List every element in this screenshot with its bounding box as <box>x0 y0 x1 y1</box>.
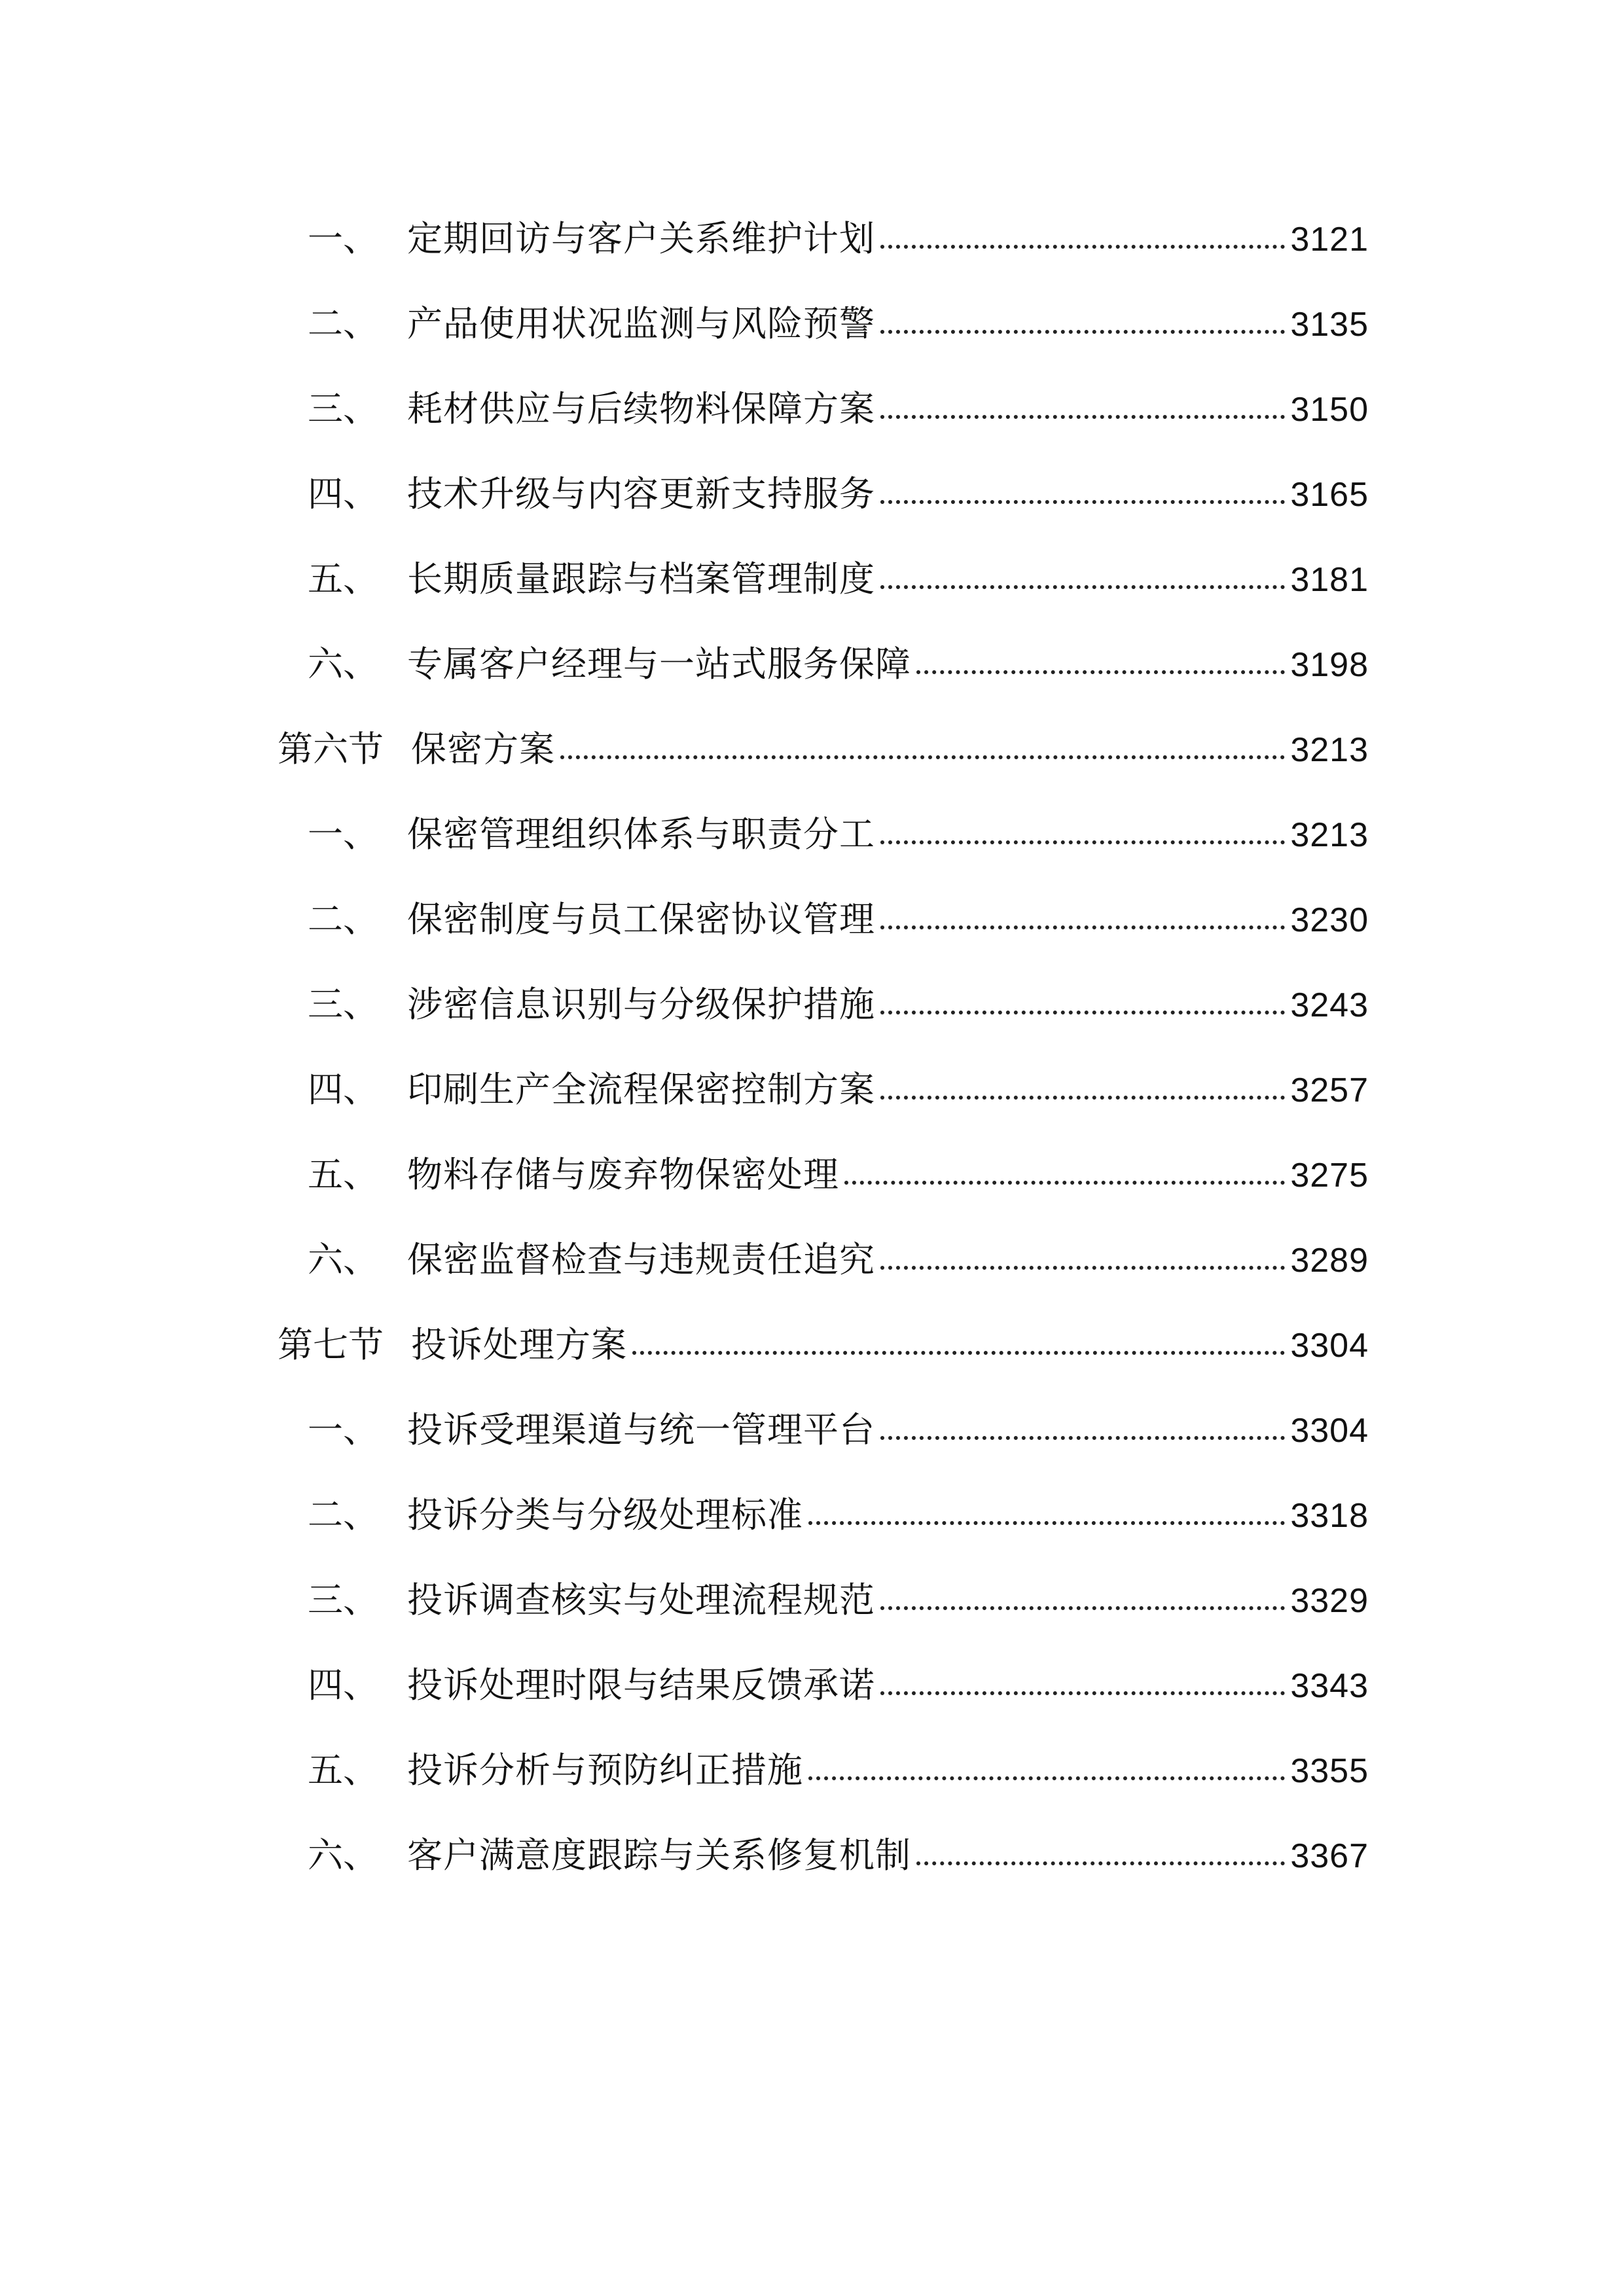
toc-entry-page: 3165 <box>1290 476 1369 514</box>
toc-entry-page: 3230 <box>1290 901 1369 939</box>
toc-entry-title: 客户满意度跟踪与关系修复机制 <box>407 1835 911 1876</box>
toc-entry[interactable] <box>0 628 1624 700</box>
dot-leader <box>916 670 1285 674</box>
dot-leader <box>916 1861 1285 1865</box>
toc-entry-page: 3150 <box>1290 391 1369 429</box>
toc-section-title: 保密方案 <box>411 728 555 770</box>
toc-entry-title: 印刷生产全流程保密控制方案 <box>407 1069 875 1110</box>
dot-leader <box>808 1521 1285 1525</box>
toc-entry-title: 长期质量跟踪与档案管理制度 <box>407 558 875 600</box>
toc-entry-page: 3121 <box>1290 221 1369 259</box>
toc-entry[interactable] <box>0 1054 1624 1126</box>
toc-entry-marker: 四、 <box>308 1069 378 1110</box>
dot-leader <box>632 1351 1285 1355</box>
toc-section-entry[interactable] <box>0 713 1624 785</box>
toc-entry[interactable] <box>0 1820 1624 1892</box>
toc-section-title: 投诉处理方案 <box>411 1324 627 1365</box>
toc-entry-page: 3275 <box>1290 1157 1369 1194</box>
dot-leader <box>880 1436 1285 1440</box>
toc-entry[interactable] <box>0 969 1624 1041</box>
dot-leader <box>880 500 1285 504</box>
toc-entry[interactable] <box>0 543 1624 615</box>
toc-entry-title: 涉密信息识别与分级保护措施 <box>407 984 875 1025</box>
toc-entry-page: 3243 <box>1290 986 1369 1024</box>
toc-entry-page: 3318 <box>1290 1497 1369 1535</box>
toc-entry-marker: 四、 <box>308 473 378 514</box>
toc-entry-title: 耗材供应与后续物料保障方案 <box>407 388 875 429</box>
toc-entry-title: 投诉调查核实与处理流程规范 <box>407 1579 875 1621</box>
toc-entry-page: 3198 <box>1290 646 1369 684</box>
toc-entry[interactable] <box>0 288 1624 360</box>
toc-entry[interactable] <box>0 373 1624 445</box>
toc-entry-page: 3257 <box>1290 1071 1369 1109</box>
toc-entry-page: 3289 <box>1290 1242 1369 1280</box>
toc-entry-title: 产品使用状况监测与风险预警 <box>407 303 875 344</box>
dot-leader <box>808 1776 1285 1780</box>
toc-entry-marker: 一、 <box>308 218 378 259</box>
toc-entry-marker: 二、 <box>308 303 378 344</box>
toc-entry-title: 保密制度与员工保密协议管理 <box>407 899 875 940</box>
toc-entry-marker: 五、 <box>308 558 378 600</box>
toc-entry[interactable] <box>0 1734 1624 1806</box>
toc-entry[interactable] <box>0 1649 1624 1721</box>
dot-leader <box>880 1096 1285 1100</box>
toc-entry-page: 3181 <box>1290 561 1369 599</box>
dot-leader <box>560 755 1285 759</box>
toc-entry-title: 技术升级与内容更新支持服务 <box>407 473 875 514</box>
dot-leader <box>880 1011 1285 1014</box>
toc-entry-marker: 五、 <box>308 1749 378 1791</box>
toc-entry-marker: 三、 <box>308 1579 378 1621</box>
toc-entry-title: 定期回访与客户关系维护计划 <box>407 218 875 259</box>
toc-entry-title: 投诉处理时限与结果反馈承诺 <box>407 1664 875 1706</box>
toc-entry-page: 3367 <box>1290 1837 1369 1875</box>
toc-entry-title: 物料存储与废弃物保密处理 <box>407 1154 839 1195</box>
toc-section-page: 3304 <box>1290 1327 1369 1365</box>
toc-entry[interactable] <box>0 1224 1624 1296</box>
toc-entry[interactable] <box>0 884 1624 956</box>
toc-entry-page: 3343 <box>1290 1667 1369 1705</box>
toc-entry-title: 投诉分析与预防纠正措施 <box>407 1749 803 1791</box>
dot-leader <box>844 1181 1285 1185</box>
toc-entry[interactable] <box>0 1479 1624 1551</box>
toc-entry-page: 3329 <box>1290 1582 1369 1620</box>
toc-entry-marker: 三、 <box>308 388 378 429</box>
toc-entry-title: 保密监督检查与违规责任追究 <box>407 1239 875 1280</box>
dot-leader <box>880 1266 1285 1270</box>
toc-entry[interactable] <box>0 1564 1624 1636</box>
dot-leader <box>880 925 1285 929</box>
toc-section-marker: 第七节 <box>278 1324 384 1365</box>
dot-leader <box>880 585 1285 589</box>
toc-section-page: 3213 <box>1290 731 1369 769</box>
toc-entry-title: 保密管理组织体系与职责分工 <box>407 814 875 855</box>
toc-entry-marker: 三、 <box>308 984 378 1025</box>
toc-entry[interactable] <box>0 458 1624 530</box>
toc-entry-title: 专属客户经理与一站式服务保障 <box>407 643 911 685</box>
toc-entry[interactable] <box>0 203 1624 275</box>
toc-entry-page: 3135 <box>1290 306 1369 344</box>
dot-leader <box>880 840 1285 844</box>
toc-entry[interactable] <box>0 1394 1624 1466</box>
dot-leader <box>880 1606 1285 1610</box>
toc-entry-page: 3213 <box>1290 816 1369 854</box>
toc-entry-title: 投诉分类与分级处理标准 <box>407 1494 803 1535</box>
toc-entry-marker: 六、 <box>308 1239 378 1280</box>
toc-entry-marker: 一、 <box>308 814 378 855</box>
toc-entry-marker: 五、 <box>308 1154 378 1195</box>
dot-leader <box>880 1691 1285 1695</box>
toc-entry-title: 投诉受理渠道与统一管理平台 <box>407 1409 875 1450</box>
toc-entry-marker: 二、 <box>308 1494 378 1535</box>
toc-entry-page: 3355 <box>1290 1752 1369 1790</box>
toc-entry-page: 3304 <box>1290 1412 1369 1450</box>
toc-section-entry[interactable] <box>0 1309 1624 1381</box>
toc-section-marker: 第六节 <box>278 728 384 770</box>
toc-entry[interactable] <box>0 798 1624 870</box>
dot-leader <box>880 245 1285 249</box>
dot-leader <box>880 415 1285 419</box>
toc-entry-marker: 二、 <box>308 899 378 940</box>
dot-leader <box>880 330 1285 334</box>
toc-entry-marker: 一、 <box>308 1409 378 1450</box>
toc-entry-marker: 六、 <box>308 643 378 685</box>
toc-entry-marker: 六、 <box>308 1835 378 1876</box>
toc-entry[interactable] <box>0 1139 1624 1211</box>
toc-entry-marker: 四、 <box>308 1664 378 1706</box>
